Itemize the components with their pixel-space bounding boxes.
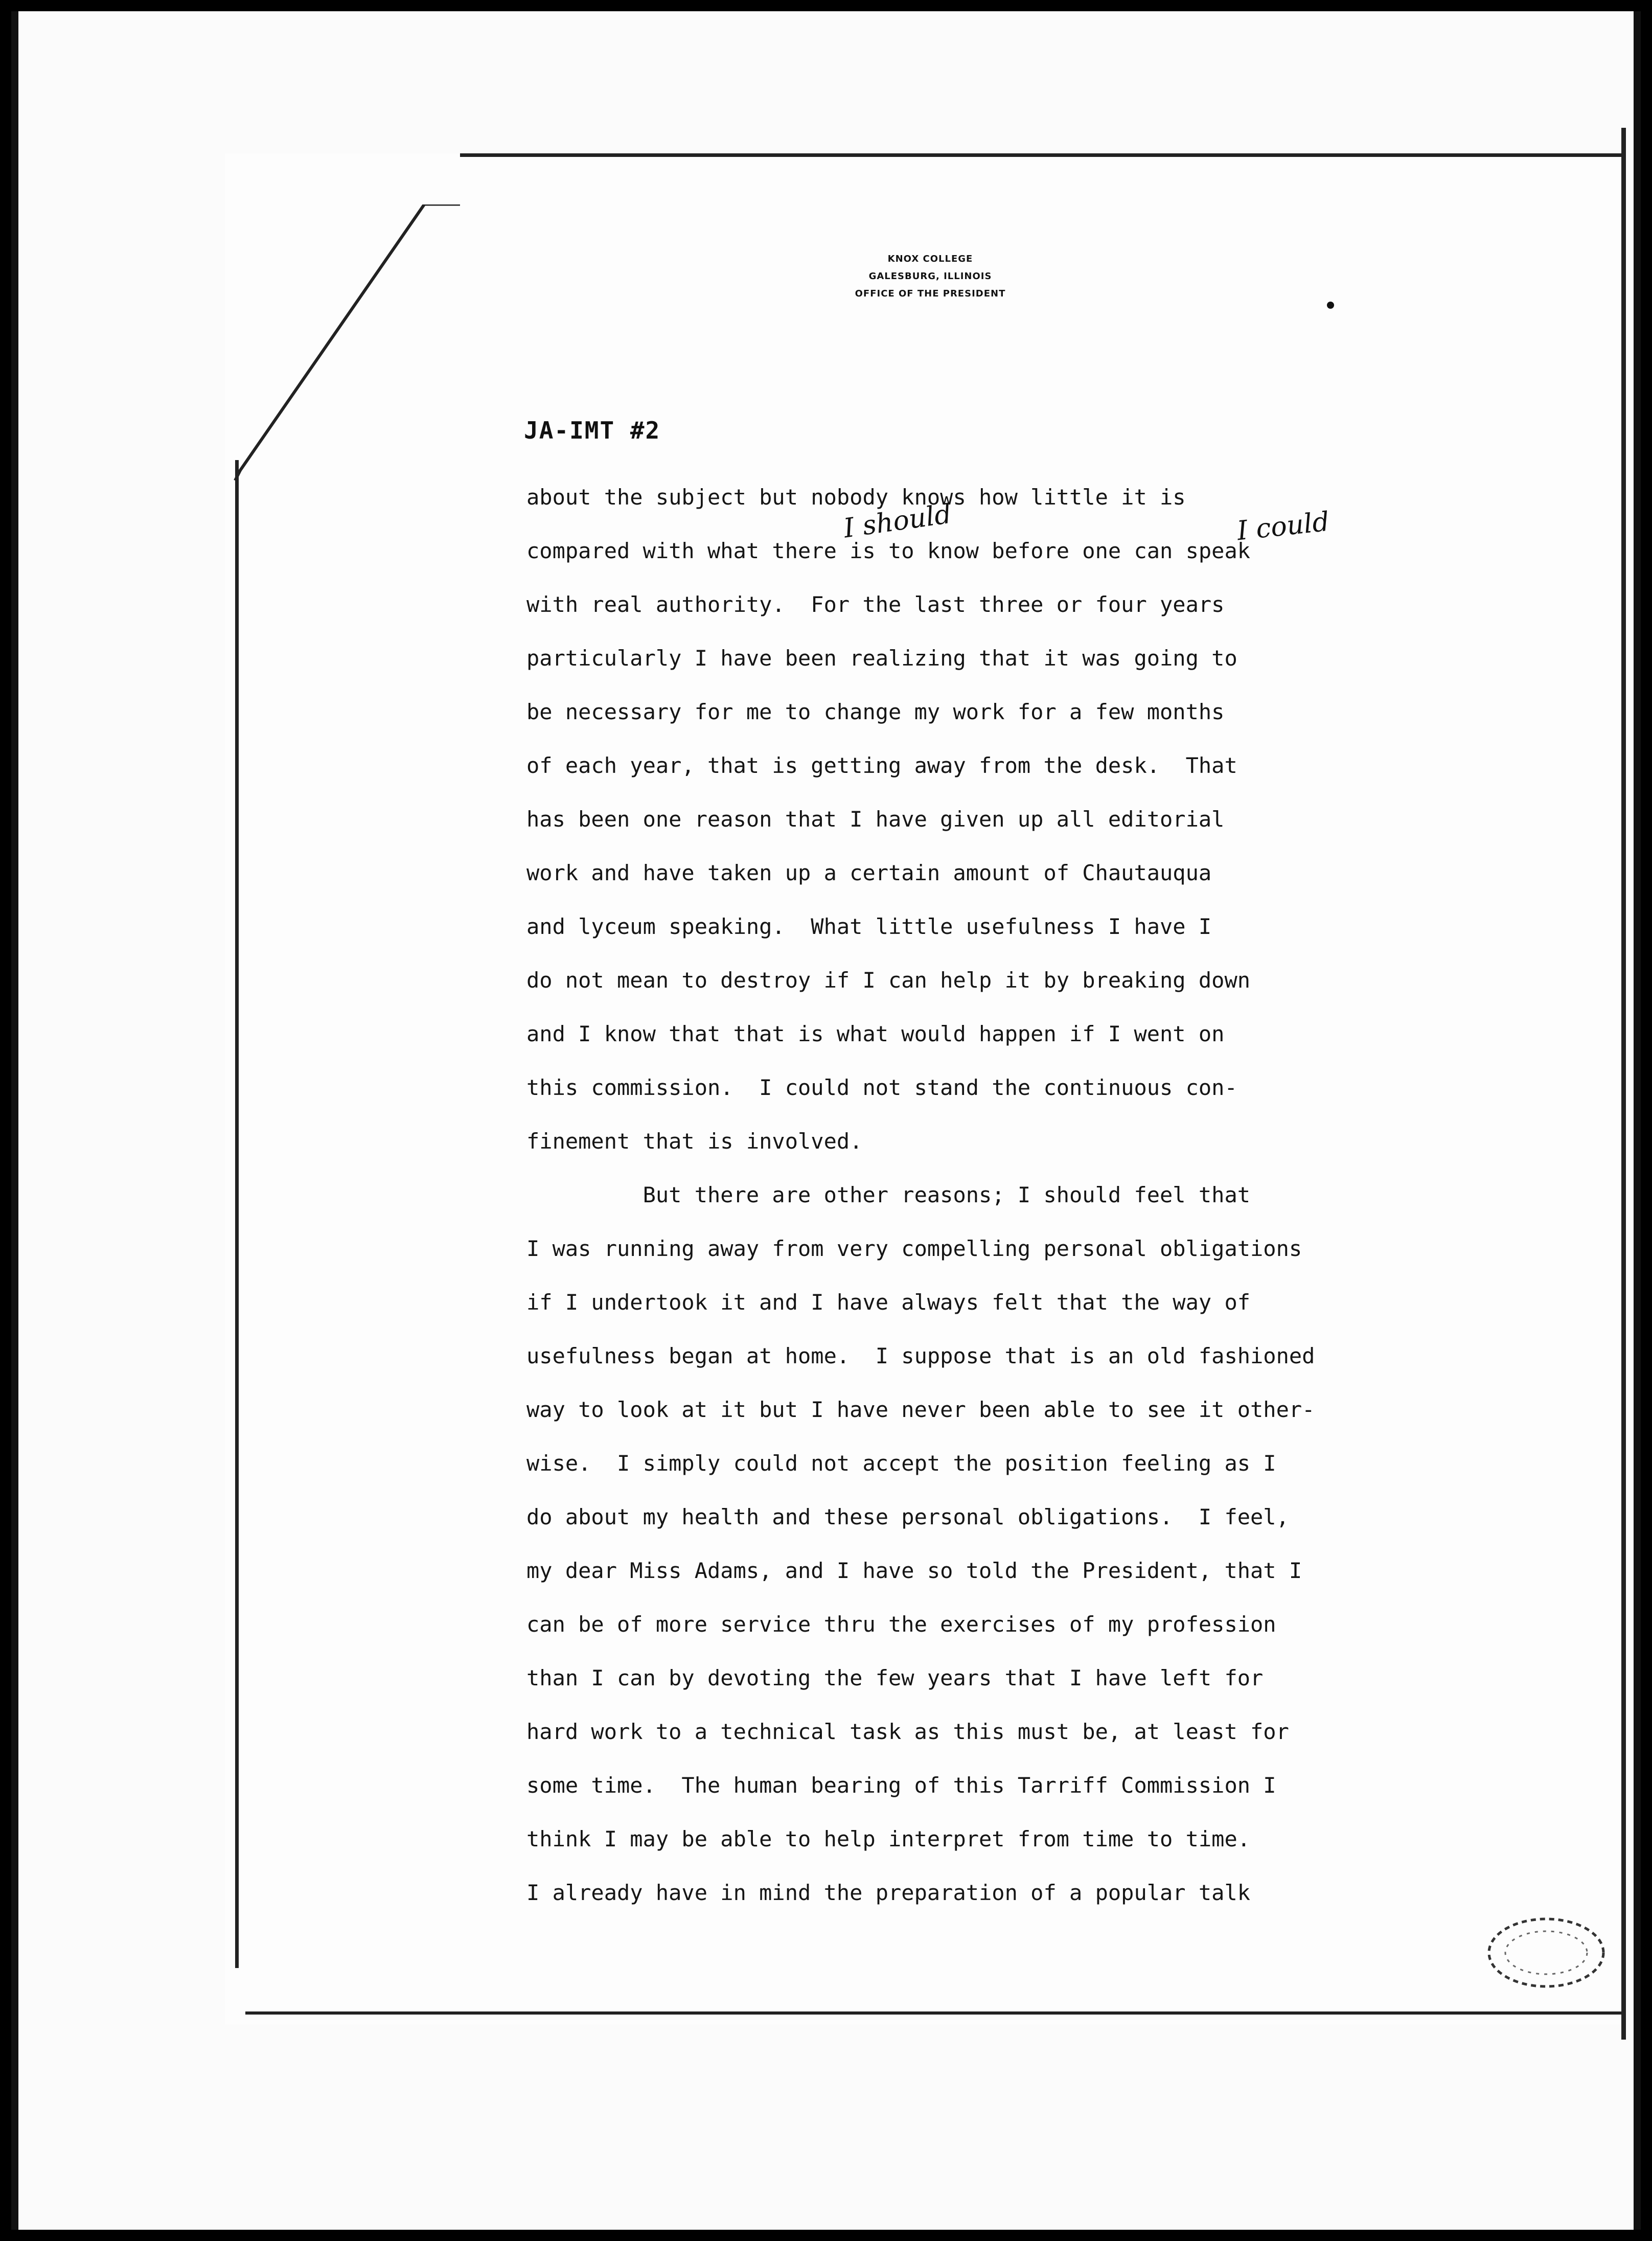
sheet-fold-line <box>230 204 537 491</box>
body-line: usefulness began at home. I suppose that is an old fashioned <box>526 1343 1315 1368</box>
body-line: has been one reason that I have given up all editorial <box>526 807 1225 832</box>
body-line: this commission. I could not stand the continuous con- <box>526 1075 1237 1100</box>
scan-left-border <box>11 11 18 2230</box>
body-line: way to look at it but I have never been able to see it other- <box>526 1397 1315 1422</box>
sheet-right-edge <box>1621 128 1626 2040</box>
body-line: and I know that that is what would happen if I went on <box>526 1021 1225 1046</box>
body-line: about the subject but nobody knows how little it is <box>526 485 1186 510</box>
scan-right-border <box>1634 11 1641 2230</box>
body-line: wise. I simply could not accept the position feeling as I <box>526 1451 1276 1476</box>
body-line: than I can by devoting the few years that I have left for <box>526 1665 1264 1690</box>
body-line: do not mean to destroy if I can help it by breaking down <box>526 968 1251 993</box>
body-line: But there are other reasons; I should feel that <box>526 1182 1251 1207</box>
body-line: I was running away from very compelling personal obligations <box>526 1236 1302 1261</box>
ink-dot <box>1327 302 1334 309</box>
sheet-bottom-edge <box>245 2011 1625 2015</box>
page-reference: JA-IMT #2 <box>524 417 661 444</box>
body-line: with real authority. For the last three or four years <box>526 592 1225 617</box>
body-line: particularly I have been realizing that it was going to <box>526 646 1237 671</box>
letterhead <box>767 250 1094 303</box>
body-line: finement that is involved. <box>526 1129 863 1154</box>
letterhead-institution: KNOX COLLEGE <box>887 254 973 264</box>
oval-stamp-mark <box>1485 1914 1608 1991</box>
body-line: do about my health and these personal obligations. I feel, <box>526 1504 1289 1529</box>
handwritten-correction: I should <box>841 498 954 544</box>
body-line: can be of more service thru the exercises of my profession <box>526 1612 1276 1637</box>
body-line: and lyceum speaking. What little usefulness I have I <box>526 914 1212 939</box>
body-line: if I undertook it and I have always felt that the way of <box>526 1290 1251 1315</box>
body-line: I already have in mind the preparation of a popular talk <box>526 1880 1251 1905</box>
body-line: some time. The human bearing of this Tarriff Commission I <box>526 1773 1276 1798</box>
sheet-left-edge <box>235 460 239 1968</box>
letter-body <box>526 470 1549 1919</box>
handwritten-correction: I could <box>1235 506 1331 547</box>
body-line: of each year, that is getting away from the desk. That <box>526 753 1237 778</box>
body-line: work and have taken up a certain amount of Chautauqua <box>526 860 1212 885</box>
sheet-top-edge <box>460 153 1625 157</box>
body-line: think I may be able to help interpret from time to time. <box>526 1826 1251 1851</box>
body-line: hard work to a technical task as this must be, at least for <box>526 1719 1289 1744</box>
letterhead-location: GALESBURG, ILLINOIS <box>868 271 992 282</box>
letterhead-office: OFFICE OF THE PRESIDENT <box>855 288 1006 299</box>
body-line: compared with what there is to know before one can speak <box>526 538 1251 563</box>
body-line: be necessary for me to change my work for a few months <box>526 699 1225 724</box>
body-line: my dear Miss Adams, and I have so told the President, that I <box>526 1558 1302 1583</box>
